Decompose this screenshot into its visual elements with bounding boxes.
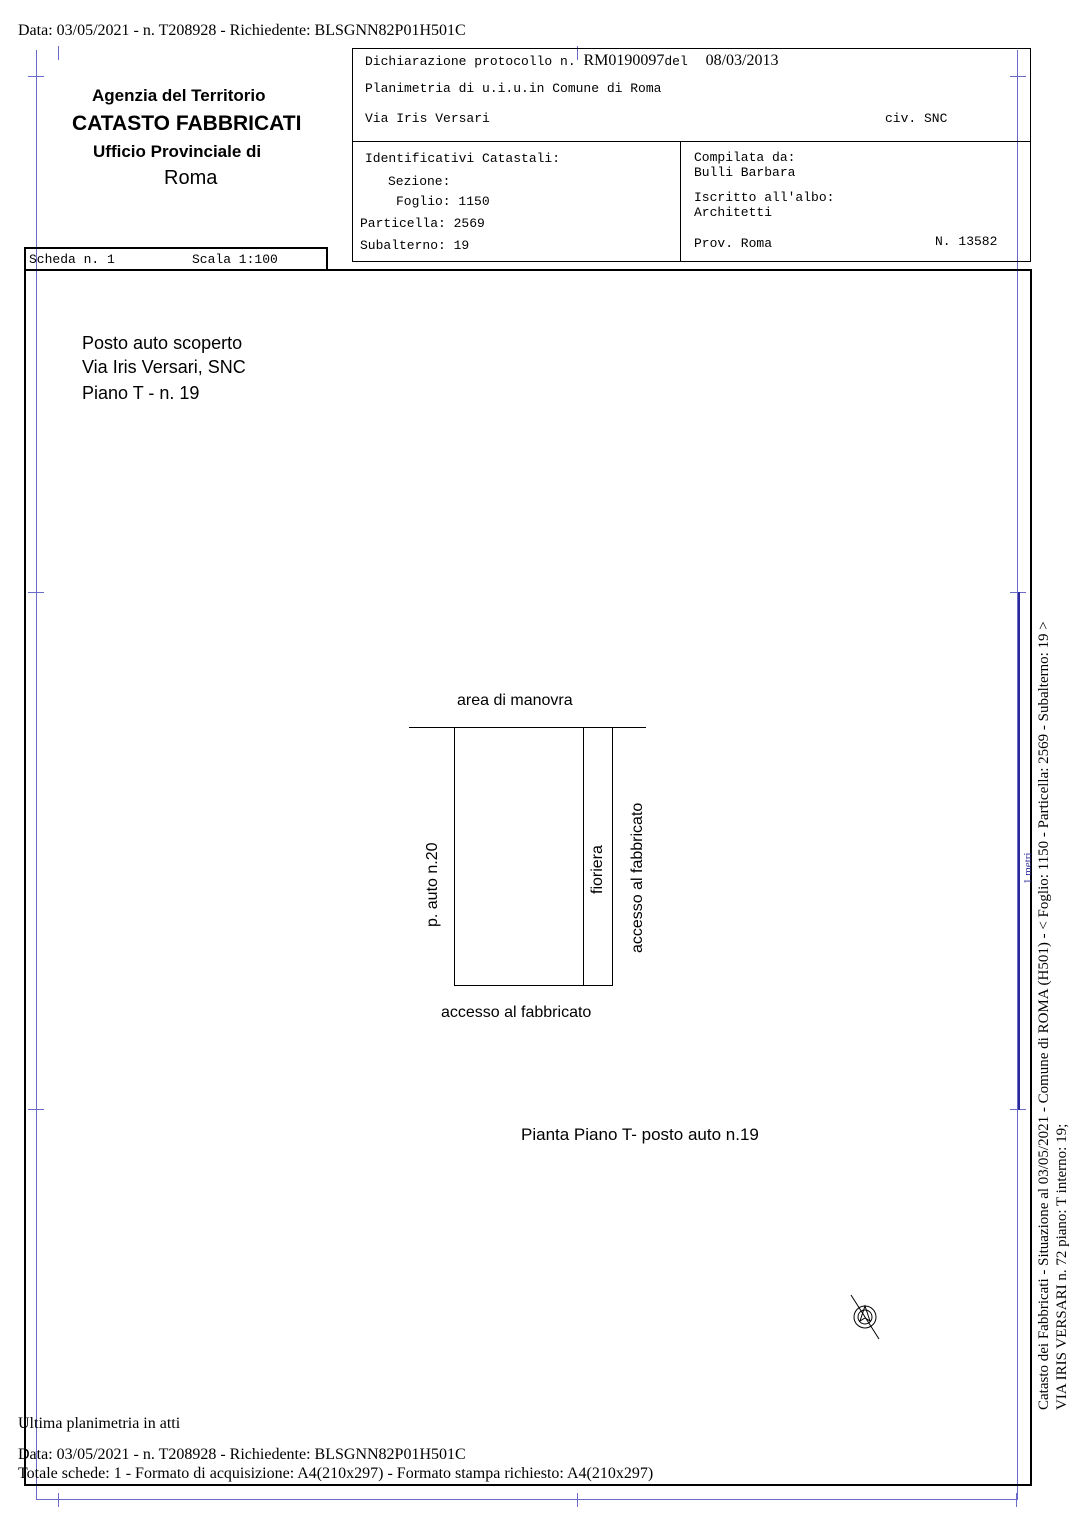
declaration-line bbox=[365, 52, 778, 70]
footer-format-line: Totale schede: 1 - Formato di acquisizione: A4(210x297) - Formato stampa richiesto: A4(210x297) bbox=[18, 1465, 654, 1482]
parking-space-right-wall bbox=[583, 727, 584, 985]
identifier-particella: Particella: 2569 bbox=[360, 216, 485, 231]
planter-right-wall bbox=[612, 727, 613, 985]
planter-label: fioriera bbox=[589, 845, 606, 894]
area-manovra-label: area di manovra bbox=[457, 692, 573, 709]
scheda-number: Scheda n. 1 bbox=[29, 252, 115, 267]
declaration-number: RM0190097 bbox=[583, 52, 665, 69]
identifier-subalterno: Subalterno: 19 bbox=[360, 238, 470, 253]
frame-tick bbox=[58, 46, 59, 60]
parking-space-left-wall bbox=[454, 727, 455, 985]
agency-city: Roma bbox=[164, 167, 218, 189]
compiled-registration-number: N. 13582 bbox=[935, 234, 998, 249]
planimetria-line: Planimetria di u.i.u.in Comune di Roma bbox=[365, 81, 662, 96]
scale: Scala 1:100 bbox=[192, 252, 278, 267]
identifier-sezione: Sezione: bbox=[388, 174, 451, 189]
agency-department: CATASTO FABBRICATI bbox=[72, 112, 302, 135]
description-type: Posto auto scoperto bbox=[82, 333, 243, 353]
side-cadastral-situation: Catasto dei Fabbricati - Situazione al 03/05/2021 - Comune di ROMA (H501) - < Foglio: 1150 - Particella: 2569 - Subalterno: 19 > bbox=[1036, 621, 1052, 1410]
address-line: Via Iris Versari bbox=[365, 111, 490, 126]
albo-label: Iscritto all'albo: bbox=[694, 190, 835, 205]
agency-name: Agenzia del Territorio bbox=[92, 86, 266, 105]
building-access-bottom-label: accesso al fabbricato bbox=[441, 1004, 592, 1021]
frame-tick bbox=[58, 1493, 59, 1507]
header-request-line: Data: 03/05/2021 - n. T208928 - Richiedente: BLSGNN82P01H501C bbox=[18, 22, 466, 39]
compiled-name: Bulli Barbara bbox=[694, 165, 796, 180]
building-access-side-label: accesso al fabbricato bbox=[629, 802, 646, 953]
footer-last-plan: Ultima planimetria in atti bbox=[18, 1415, 181, 1432]
plan-caption: Pianta Piano T- posto auto n.19 bbox=[521, 1125, 759, 1144]
north-arrow-icon bbox=[846, 1293, 884, 1341]
albo-value: Architetti bbox=[694, 205, 773, 220]
identifiers-title: Identificativi Catastali: bbox=[365, 151, 561, 166]
agency-office: Ufficio Provinciale di bbox=[93, 142, 262, 161]
declaration-label: Dichiarazione protocollo n. bbox=[365, 54, 576, 69]
civic-number: civ. SNC bbox=[885, 111, 948, 126]
frame-tick bbox=[28, 76, 44, 77]
compiled-label: Compilata da: bbox=[694, 150, 796, 165]
declaration-del: del bbox=[664, 54, 688, 69]
description-address: Via Iris Versari, SNC bbox=[82, 357, 246, 377]
maneuver-area-line bbox=[409, 727, 646, 728]
frame-tick bbox=[1016, 1493, 1017, 1507]
adjacent-parking-label: p. auto n.20 bbox=[424, 842, 441, 927]
parking-space-bottom-line bbox=[454, 985, 613, 986]
frame-tick bbox=[577, 1493, 578, 1507]
frame-guide-bottom bbox=[36, 1499, 1018, 1500]
compiled-province: Prov. Roma bbox=[694, 236, 773, 251]
scale-bar-stamp: 1 metri bbox=[1022, 852, 1034, 884]
scale-bar bbox=[1018, 592, 1020, 1110]
declaration-date: 08/03/2013 bbox=[705, 52, 779, 69]
footer-request-line: Data: 03/05/2021 - n. T208928 - Richiedente: BLSGNN82P01H501C bbox=[18, 1446, 466, 1463]
description-floor: Piano T - n. 19 bbox=[82, 383, 200, 403]
side-address-info: VIA IRIS VERSARI n. 72 piano: T interno: 19; bbox=[1054, 1123, 1070, 1410]
identifier-foglio: Foglio: 1150 bbox=[396, 194, 490, 209]
